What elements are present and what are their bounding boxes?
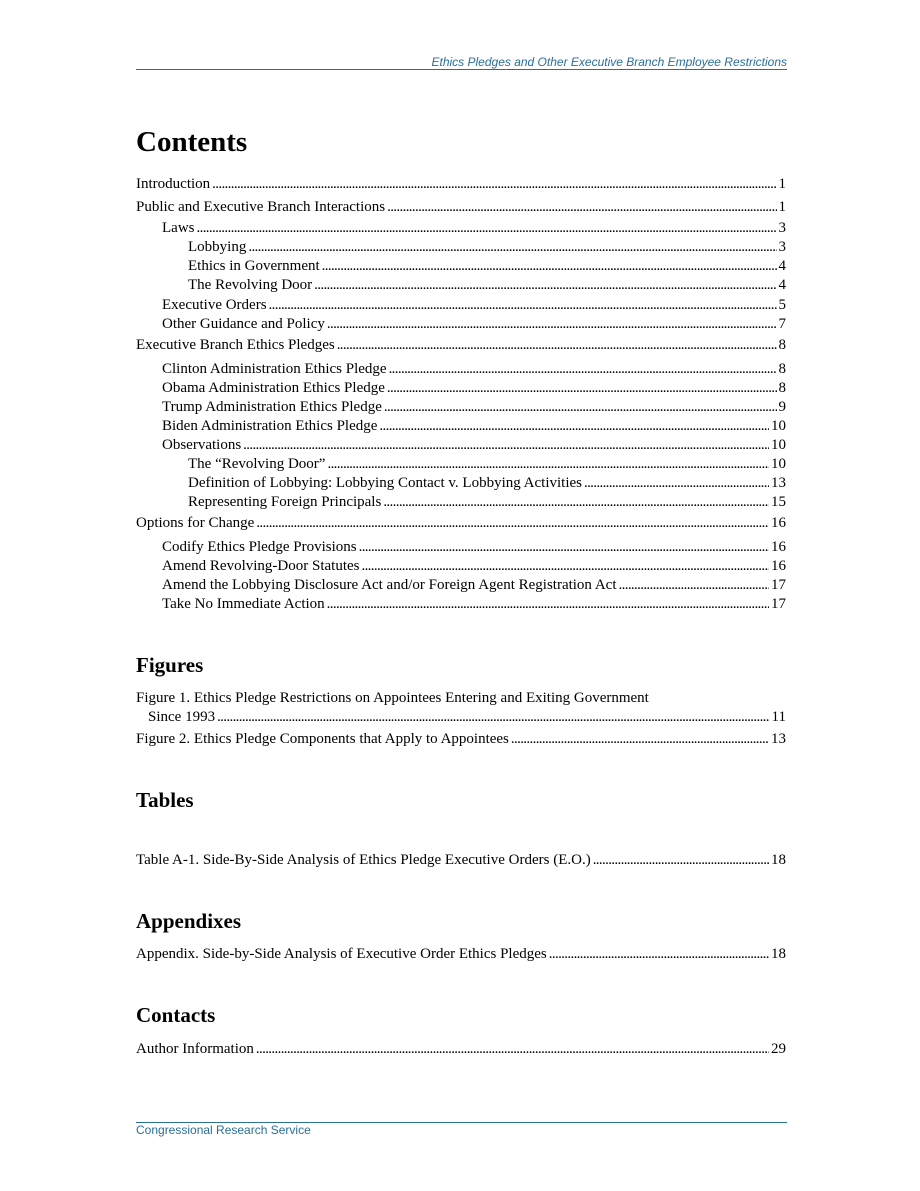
dot-leader — [584, 474, 769, 493]
toc-entry[interactable] — [136, 219, 786, 238]
toc-entry-label: Executive Branch Ethics Pledges — [136, 337, 335, 353]
toc-entry[interactable] — [136, 398, 786, 417]
dot-leader — [337, 336, 777, 355]
dot-leader — [256, 1040, 769, 1059]
dot-leader — [243, 436, 769, 455]
dot-leader — [256, 514, 769, 533]
toc-entry[interactable] — [136, 296, 786, 315]
dot-leader — [212, 175, 776, 194]
footer-publisher: Congressional Research Service — [136, 1123, 311, 1137]
toc-entry-label: Amend the Lobbying Disclosure Act and/or Foreign Agent Registration Act — [162, 577, 617, 593]
dot-leader — [383, 493, 769, 512]
toc-entry[interactable] — [136, 198, 786, 217]
toc-entry[interactable] — [136, 538, 786, 557]
dot-leader — [619, 576, 769, 595]
toc-entry[interactable] — [136, 257, 786, 276]
dot-leader — [593, 851, 769, 870]
toc-entry-label: Take No Immediate Action — [162, 596, 325, 612]
dot-leader — [549, 945, 769, 964]
dot-leader — [387, 379, 777, 398]
appendixes-heading: Appendixes — [136, 909, 242, 933]
toc-entry-page: 16 — [771, 539, 786, 555]
toc-entry-label: Figure 2. Ethics Pledge Components that Apply to Appointees — [136, 731, 509, 747]
toc-entry-label: Author Information — [136, 1041, 254, 1057]
toc-entry-page: 9 — [778, 399, 786, 415]
toc-entry-page: 4 — [778, 277, 786, 293]
toc-entry-label: Codify Ethics Pledge Provisions — [162, 539, 357, 555]
dot-leader — [248, 238, 776, 257]
figure-entry-line1[interactable]: Figure 1. Ethics Pledge Restrictions on Appointees Entering and Exiting Government — [136, 690, 649, 706]
toc-entry[interactable] — [136, 238, 786, 257]
dot-leader — [384, 398, 777, 417]
toc-entry-page: 29 — [771, 1041, 786, 1057]
toc-entry-page: 3 — [778, 239, 786, 255]
toc-entry[interactable] — [136, 315, 786, 334]
toc-entry-label: Obama Administration Ethics Pledge — [162, 380, 385, 396]
toc-entry-page: 5 — [778, 297, 786, 313]
toc-entry[interactable] — [136, 851, 786, 870]
toc-entry[interactable] — [136, 455, 786, 474]
tables-heading: Tables — [136, 788, 194, 812]
header-rule — [136, 69, 787, 70]
dot-leader — [327, 315, 777, 334]
toc-entry-page: 10 — [771, 456, 786, 472]
toc-entry-page: 11 — [771, 709, 786, 725]
toc-entry-page: 17 — [771, 577, 786, 593]
toc-entry-label: Other Guidance and Policy — [162, 316, 325, 332]
toc-entry-label: Biden Administration Ethics Pledge — [162, 418, 378, 434]
toc-entry[interactable] — [136, 175, 786, 194]
toc-entry-page: 18 — [771, 852, 786, 868]
toc-entry[interactable] — [136, 595, 786, 614]
toc-entry-page: 13 — [771, 731, 786, 747]
toc-entry[interactable] — [136, 1040, 786, 1059]
dot-leader — [314, 276, 776, 295]
toc-entry[interactable] — [136, 360, 786, 379]
toc-entry-label: Introduction — [136, 176, 211, 192]
toc-entry[interactable] — [136, 379, 786, 398]
toc-entry-label: Trump Administration Ethics Pledge — [162, 399, 382, 415]
dot-leader — [361, 557, 769, 576]
dot-leader — [197, 219, 777, 238]
toc-entry-page: 8 — [778, 361, 786, 377]
toc-entry[interactable] — [136, 708, 786, 727]
toc-entry[interactable] — [136, 276, 786, 295]
dot-leader — [511, 730, 769, 749]
contacts-heading: Contacts — [136, 1003, 216, 1027]
toc-entry-label: Lobbying — [188, 239, 247, 255]
toc-entry-label: Since 1993 — [148, 709, 216, 725]
toc-entry[interactable] — [136, 945, 786, 964]
toc-entry-label: Ethics in Government — [188, 258, 320, 274]
toc-entry-label: Amend Revolving-Door Statutes — [162, 558, 360, 574]
toc-entry-label: Observations — [162, 437, 242, 453]
toc-entry-page: 15 — [771, 494, 786, 510]
dot-leader — [387, 198, 776, 217]
dot-leader — [389, 360, 777, 379]
toc-entry-label: Appendix. Side-by-Side Analysis of Executive Order Ethics Pledges — [136, 946, 547, 962]
toc-entry-page: 13 — [771, 475, 786, 491]
toc-entry-label: Definition of Lobbying: Lobbying Contact v. Lobbying Activities — [188, 475, 582, 491]
toc-entry-label: Executive Orders — [162, 297, 267, 313]
toc-entry-page: 10 — [771, 418, 786, 434]
toc-entry-label: Representing Foreign Principals — [188, 494, 382, 510]
toc-entry-page: 1 — [778, 199, 786, 215]
dot-leader — [322, 257, 777, 276]
toc-entry-page: 8 — [778, 380, 786, 396]
toc-entry-page: 4 — [778, 258, 786, 274]
toc-entry[interactable] — [136, 730, 786, 749]
dot-leader — [359, 538, 769, 557]
toc-entry[interactable] — [136, 557, 786, 576]
toc-entry-label: Options for Change — [136, 515, 255, 531]
toc-entry-label: Public and Executive Branch Interactions — [136, 199, 386, 215]
toc-entry[interactable] — [136, 514, 786, 533]
toc-entry[interactable] — [136, 336, 786, 355]
toc-entry-label: Table A-1. Side-By-Side Analysis of Ethics Pledge Executive Orders (E.O.) — [136, 852, 591, 868]
toc-entry[interactable] — [136, 436, 786, 455]
toc-entry-page: 17 — [771, 596, 786, 612]
toc-entry[interactable] — [136, 576, 786, 595]
toc-entry-label: The “Revolving Door” — [188, 456, 326, 472]
figures-heading: Figures — [136, 653, 204, 677]
toc-entry-page: 8 — [778, 337, 786, 353]
dot-leader — [327, 455, 769, 474]
page-title: Contents — [136, 126, 248, 158]
toc-entry[interactable] — [136, 493, 786, 512]
toc-entry-label: Clinton Administration Ethics Pledge — [162, 361, 387, 377]
toc-entry-page: 18 — [771, 946, 786, 962]
dot-leader — [269, 296, 777, 315]
dot-leader — [327, 595, 769, 614]
dot-leader — [379, 417, 769, 436]
toc-entry-page: 10 — [771, 437, 786, 453]
toc-entry-page: 1 — [778, 176, 786, 192]
toc-entry[interactable] — [136, 417, 786, 436]
toc-entry-label: Laws — [162, 220, 195, 236]
toc-entry-page: 3 — [778, 220, 786, 236]
toc-entry-page: 16 — [771, 515, 786, 531]
toc-entry[interactable] — [136, 474, 786, 493]
toc-entry-page: 16 — [771, 558, 786, 574]
toc-entry-page: 7 — [778, 316, 786, 332]
dot-leader — [217, 708, 769, 727]
toc-entry-label: The Revolving Door — [188, 277, 313, 293]
running-header: Ethics Pledges and Other Executive Branch Employee Restrictions — [431, 55, 787, 69]
